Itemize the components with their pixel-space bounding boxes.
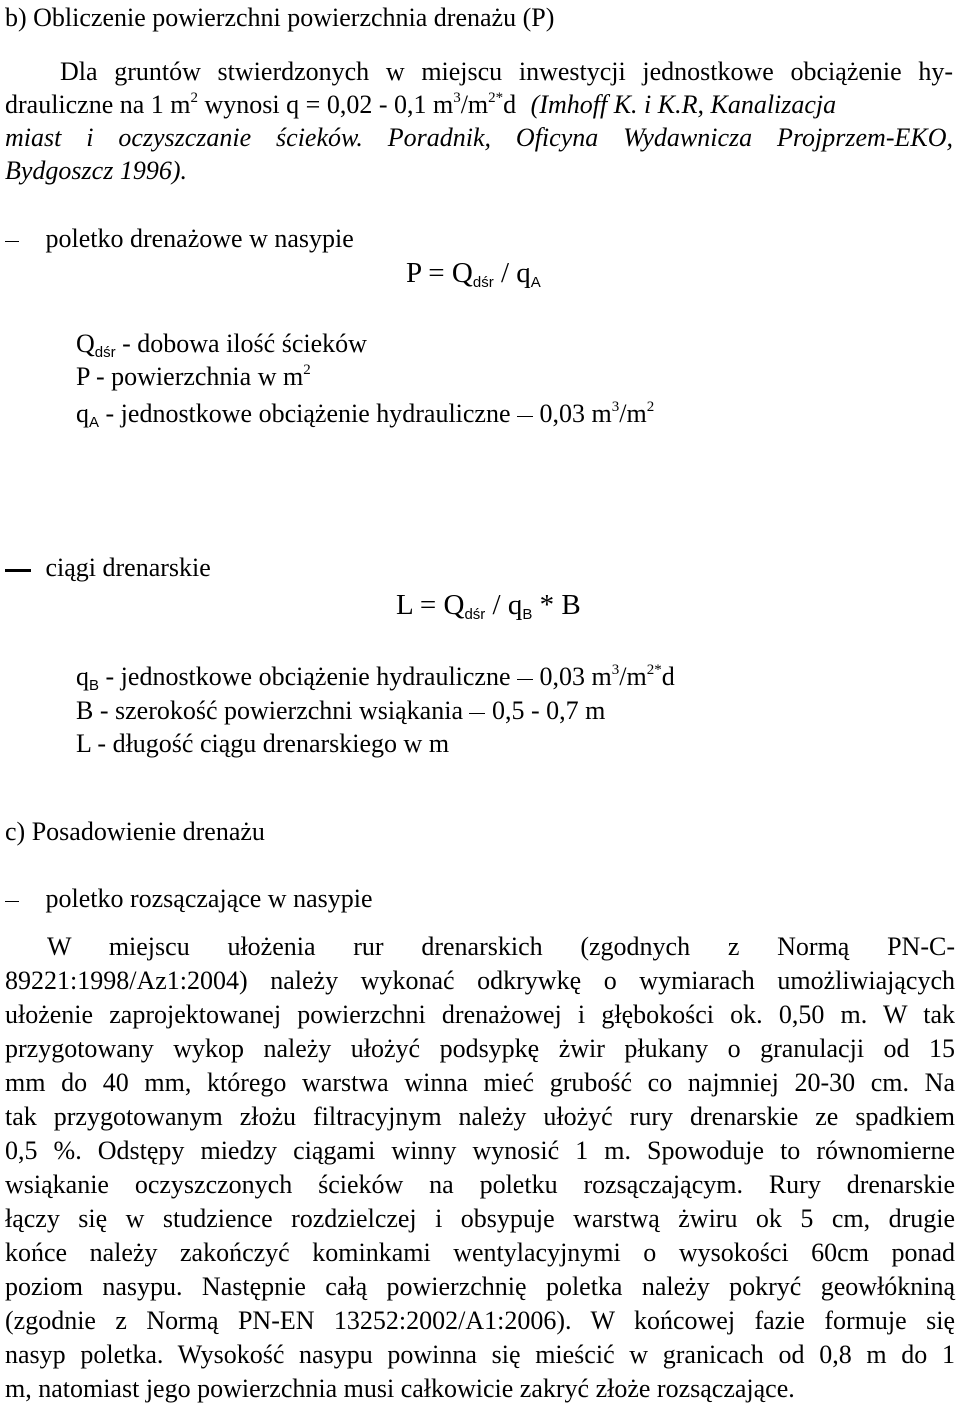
def-q-dsr: $Q_{dśr}$ - dobowa ilość ścieków — [76, 329, 367, 361]
paragraph-line: końce należy zakończyć kominkami wentylacyjnymi o wysokości 60cm ponad — [5, 1238, 955, 1267]
bullet-poletko-rozsaczajace: poletko rozsączające w nasypie — [5, 882, 373, 916]
intro-line-1: Dla gruntów stwierdzonych w miejscu inwestycji jednostkowe obciążenie hy- — [60, 57, 953, 86]
dash-bullet-icon — [5, 569, 31, 572]
def-qb: $q_B$ - jednostkowe obciążenie hydrauliczne 0,03 $m^3/m^{2*}d$ — [76, 662, 675, 694]
paragraph-line: 0,5 %. Odstępy miedzy ciągami winny wynosić 1 m. Spowoduje to równomierne — [5, 1136, 955, 1165]
formula-l: $L = Q_{dśr} / q_B * B$ — [396, 589, 581, 623]
paragraph-line: W miejscu ułożenia rur drenarskich (zgodnych z Normą PN-C- — [47, 932, 955, 961]
section-b-heading: b) Obliczenie powierzchni powierzchnia drenażu (P) — [5, 3, 555, 32]
paragraph-line: m, natomiast jego powierzchnia musi całkowicie zakryć złoże rozsączające. — [5, 1374, 795, 1403]
def-b: B - szerokość powierzchni wsiąkania 0,5 - 0,7 m — [76, 696, 606, 725]
def-l: L - długość ciągu drenarskiego w m — [76, 729, 450, 758]
formula-p: $P = Q_{dśr} / q_A$ — [406, 257, 541, 291]
paragraph-line: poziom nasypu. Następnie całą powierzchnię poletka należy pokryć geowłókniną — [5, 1272, 955, 1301]
paragraph-line: 89221:1998/Az1:2004) należy wykonać odkrywkę o wymiarach umożliwiających — [5, 966, 955, 995]
paragraph-line: tak przygotowanym złożu filtracyjnym należy ułożyć rury drenarskie ze spadkiem — [5, 1102, 955, 1131]
def-qa: $q_A$ - jednostkowe obciążenie hydrauliczne 0,03 $m^3/m^2$ — [76, 399, 655, 431]
paragraph-line: łączy się w studzience rozdzielczej i obsypuje warstwą żwiru ok 5 cm, drugie — [5, 1204, 955, 1233]
dash-icon — [517, 679, 533, 680]
intro-line-4: Bydgoszcz 1996). — [5, 156, 187, 185]
def-p: P - powierzchnia w $m^2$ — [76, 362, 311, 391]
dash-icon — [469, 713, 485, 714]
paragraph-line: wsiąkanie oczyszczonych ścieków na poletku rozsączającym. Rury drenarskie — [5, 1170, 955, 1199]
paragraph-line: (zgodnie z Normą PN-EN 13252:2002/A1:2006). W końcowej fazie formuje się — [5, 1306, 955, 1335]
dash-icon — [517, 416, 533, 417]
section-c-paragraph — [5, 930, 955, 1406]
dash-bullet-icon — [5, 241, 19, 242]
paragraph-line: ułożenie zaprojektowanej powierzchni drenażowej i głębokości ok. 0,50 m. W tak — [5, 1000, 955, 1029]
section-c-heading: c) Posadowienie drenażu — [5, 817, 265, 846]
intro-line-2: drauliczne na 1 $m^2$ wynosi q = 0,02 - 0,1 $m^3/m^{2*}d$ (Imhoff K. i K.R, Kanalizacja — [5, 90, 837, 119]
paragraph-line: nasyp poletka. Wysokość nasypu powinna się mieścić w granicach od 0,8 m do 1 — [5, 1340, 955, 1369]
bullet-poletko-drenazowe: poletko drenażowe w nasypie — [5, 222, 354, 256]
paragraph-line: przygotowany wykop należy ułożyć podsypkę żwir płukany o granulacji od 15 — [5, 1034, 955, 1063]
paragraph-line: mm do 40 mm, którego warstwa winna mieć grubość co najmniej 20-30 cm. Na — [5, 1068, 955, 1097]
bullet-ciagi-drenarskie: ciągi drenarskie — [5, 551, 211, 585]
intro-line-3: miast i oczyszczanie ścieków. Poradnik, Oficyna Wydawnicza Projprzem-EKO, — [5, 123, 953, 152]
dash-bullet-icon — [5, 901, 19, 902]
